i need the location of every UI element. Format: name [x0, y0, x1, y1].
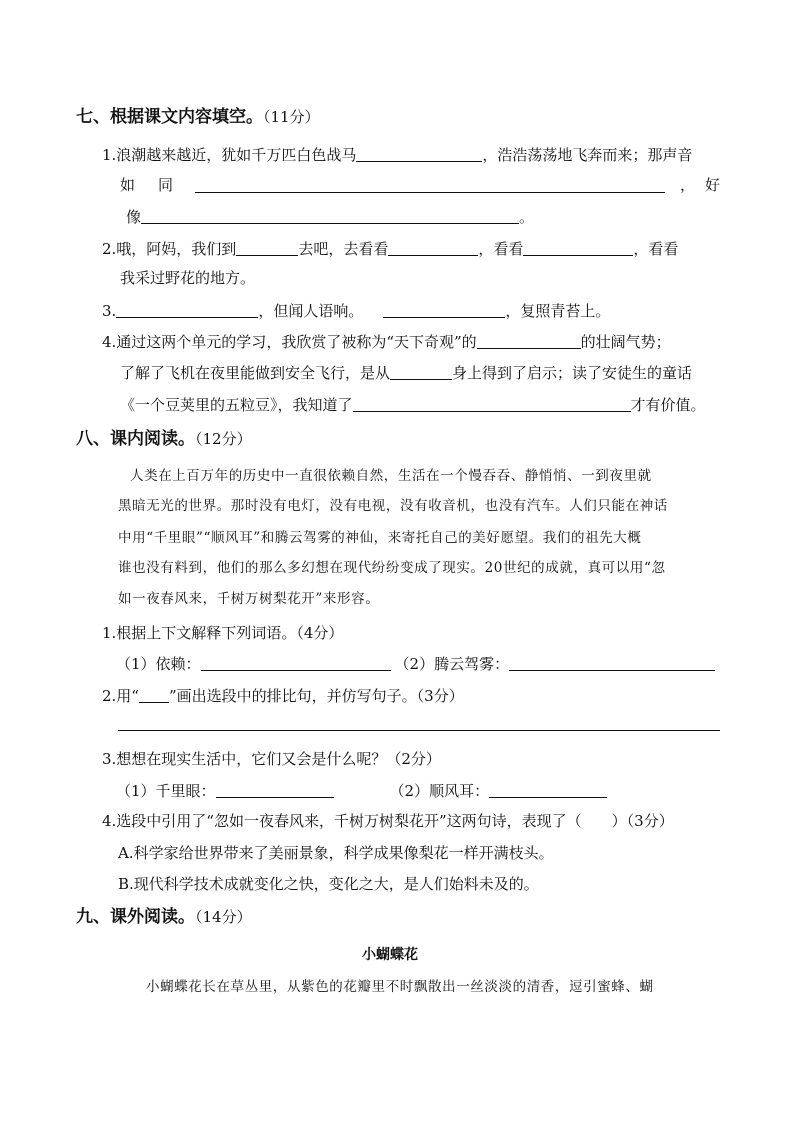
s8-q4-option-a[interactable]: A.科学家给世界带来了美丽景象，科学成果像梨花一样开满枝头。 [118, 844, 554, 862]
answer-line[interactable] [118, 730, 720, 731]
answer-blank[interactable] [509, 654, 715, 671]
answer-blank[interactable] [353, 395, 631, 412]
s9-passage-line1: 小蝴蝶花长在草丛里，从紫色的花瓣里不时飘散出一丝淡淡的清香，逗引蜜蜂、蝴 [146, 979, 654, 995]
s8-q3: 3.想想在现实生活中，它们又会是什么呢？（2分） [102, 750, 441, 768]
answer-blank[interactable] [388, 239, 478, 256]
answer-blank[interactable] [477, 332, 581, 349]
s8-q4: 4.选段中引用了“忽如一夜春风来，千树万树梨花开”这两句诗，表现了（ ）（3分） [102, 812, 674, 830]
s8-q4-option-b[interactable]: B.现代科学技术成就变化之快，变化之大，是人们始料未及的。 [118, 875, 539, 893]
answer-blank[interactable] [195, 176, 665, 193]
s8-passage-line5: 如一夜春风来，千树万树梨花开”来形容。 [118, 591, 380, 607]
answer-blank[interactable] [523, 239, 633, 256]
section-8-score: （12分） [195, 430, 252, 448]
s7-q1-line2: 如 同 ， 好 [120, 176, 721, 194]
s7-q3: 3. ，但闻人语响。 ，复照青苔上。 [102, 302, 611, 320]
s8-passage-line4: 谁也没有料到，他们的那么多幻想在现代纷纷变成了现实。20世纪的成就，真可以用“忽 [118, 560, 666, 576]
s8-passage-line1: 人类在上百万年的历史中一直很依赖自然，生活在一个慢吞吞、静悄悄、一到夜里就 [130, 468, 652, 484]
s7-q2-line1: 2.哦，阿妈，我们到 去吧，去看看 ，看看 ，看看 [102, 240, 679, 258]
s7-q4-line3: 《一个豆荚里的五粒豆》，我知道了 才有价值。 [120, 396, 706, 414]
answer-blank[interactable] [356, 145, 482, 162]
answer-blank[interactable] [141, 207, 519, 224]
answer-blank[interactable] [116, 301, 258, 318]
s8-q1: 1.根据上下文解释下列词语。（4分） [102, 624, 344, 642]
section-8-heading: 八、课内阅读。（12分） [76, 429, 252, 449]
answer-blank[interactable] [489, 781, 607, 798]
s8-q1-items: （1）依赖： （2）腾云驾雾： [116, 653, 715, 675]
answer-blank[interactable] [236, 239, 298, 256]
s7-q1-line3: 像 。 [126, 208, 535, 226]
answer-blank[interactable] [216, 781, 334, 798]
section-9-score: （14分） [195, 908, 252, 926]
section-9-heading: 九、课外阅读。（14分） [76, 907, 252, 927]
s8-passage-line3: 中用“千里眼”“顺风耳”和腾云驾雾的神仙，来寄托自己的美好愿望。我们的祖先大概 [118, 530, 642, 546]
s7-q4-line2: 了解了飞机在夜里能做到安全飞行，是从 身上得到了启示；读了安徒生的童话 [120, 364, 693, 382]
answer-blank[interactable] [390, 363, 452, 380]
s7-q4-line1: 4.通过这两个单元的学习，我欣赏了被称为“天下奇观”的 的壮阔气势； [102, 333, 671, 351]
section-7-heading: 七、根据课文内容填空。（11分） [76, 107, 320, 127]
answer-blank[interactable] [383, 301, 505, 318]
s8-q3-items: （1）千里眼： （2）顺风耳： [116, 780, 607, 802]
s7-q2-line2: 我采过野花的地方。 [120, 269, 256, 287]
answer-blank[interactable] [201, 654, 391, 671]
s8-q2: 2.用“ ”画出选段中的排比句，并仿写句子。（3分） [102, 687, 464, 705]
underline-sample [139, 686, 169, 703]
section-7-score: （11分） [263, 108, 320, 126]
s8-passage-line2: 黑暗无光的世界。那时没有电灯，没有电视，没有收音机，也没有汽车。人们只能在神话 [118, 498, 668, 514]
passage-title: 小蝴蝶花 [362, 947, 418, 963]
s7-q1-line1: 1.浪潮越来越近，犹如千万匹白色战马 ，浩浩荡荡地飞奔而来；那声音 [102, 146, 693, 164]
